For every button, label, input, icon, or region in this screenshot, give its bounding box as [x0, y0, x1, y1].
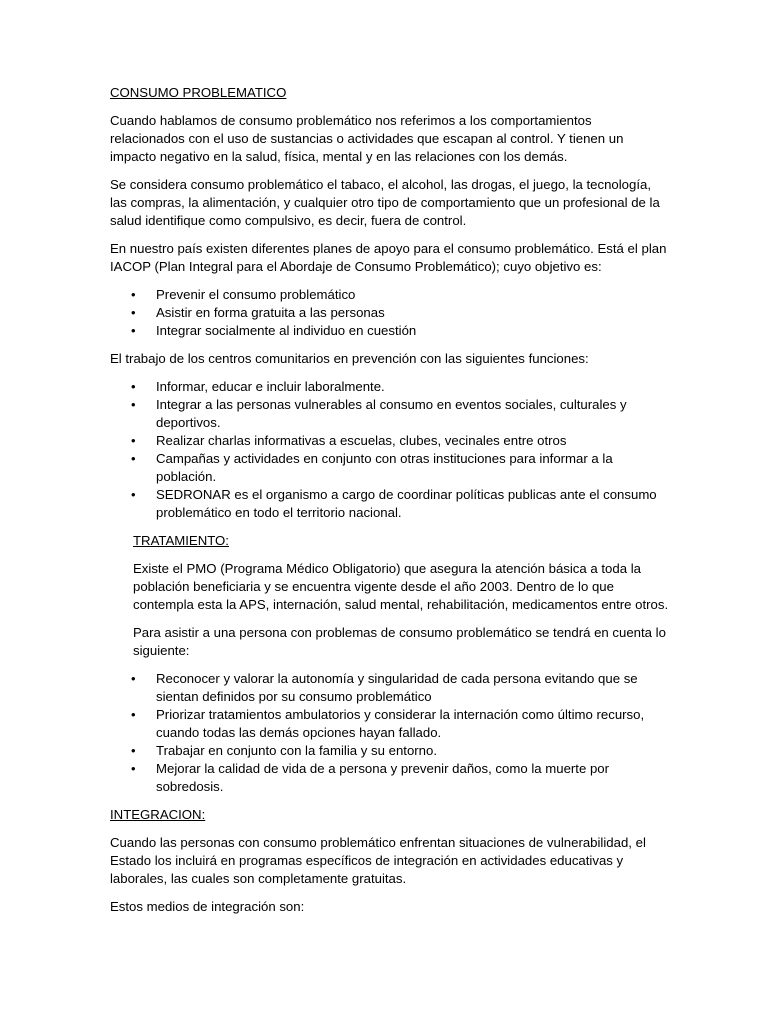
list-item: [110, 432, 670, 450]
bullet-icon: •: [131, 707, 136, 722]
list-item-text: Mejorar la calidad de vida de a persona y prevenir daños, como la muerte por sobredosis.: [156, 761, 610, 794]
list-item: [110, 286, 670, 304]
list-item-text: Integrar a las personas vulnerables al consumo en eventos sociales, culturales y deportivos.: [156, 397, 627, 430]
treatment-paragraph-1: Existe el PMO (Programa Médico Obligatorio) que asegura la atención básica a toda la población beneficiaria y se encuentra vigente desde el año 2003. Dentro de lo que contempla esta la APS, internación, salud mental, rehabilitación, medicamentos entre otros.: [133, 561, 669, 612]
bullet-icon: •: [131, 743, 136, 758]
bullet-icon: •: [131, 305, 136, 320]
bullet-icon: •: [131, 379, 136, 394]
treatment-list: [110, 670, 670, 796]
treatment-paragraph-2: Para asistir a una persona con problemas de consumo problemático se tendrá en cuenta lo siguiente:: [133, 625, 666, 658]
bullet-icon: •: [131, 397, 136, 412]
functions-list: [110, 378, 670, 522]
list-item-text: Prevenir el consumo problemático: [156, 287, 356, 302]
list-item: [110, 742, 670, 760]
bullet-icon: •: [131, 433, 136, 448]
list-item: [110, 760, 670, 796]
bullet-icon: •: [131, 323, 136, 338]
list-item: [110, 378, 670, 396]
document-body: [110, 84, 670, 926]
list-item: [110, 450, 670, 486]
treatment-section: [133, 532, 670, 660]
list-item: [110, 304, 670, 322]
list-item-text: Priorizar tratamientos ambulatorios y considerar la internación como último recurso, cuando todas las demás opciones hayan fallado.: [156, 707, 645, 740]
intro-paragraph-3: En nuestro país existen diferentes planes de apoyo para el consumo problemático. Está el plan IACOP (Plan Integral para el Abordaje de Consumo Problemático); cuyo objetivo es:: [110, 241, 667, 274]
list-item-text: Trabajar en conjunto con la familia y su entorno.: [156, 743, 438, 758]
list-item-text: Informar, educar e incluir laboralmente.: [156, 379, 385, 394]
bullet-icon: •: [131, 451, 136, 466]
list-item: [110, 396, 670, 432]
list-item: [110, 670, 670, 706]
intro-paragraph-2: Se considera consumo problemático el tabaco, el alcohol, las drogas, el juego, la tecnología, las compras, la alimentación, y cualquier otro tipo de comportamiento que un profesional de la salud identifique como compulsivo, es decir, fuera de control.: [110, 177, 660, 228]
list-item-text: Asistir en forma gratuita a las personas: [156, 305, 385, 320]
objectives-list: [110, 286, 670, 340]
bullet-icon: •: [131, 671, 136, 686]
integration-paragraph-1: Cuando las personas con consumo problemático enfrentan situaciones de vulnerabilidad, el Estado los incluirá en programas específicos de integración en actividades educativas y laborales, las cuales son completamente gratuitas.: [110, 835, 646, 886]
bullet-icon: •: [131, 287, 136, 302]
list-item-text: Integrar socialmente al individuo en cuestión: [156, 323, 417, 338]
integration-paragraph-2: Estos medios de integración son:: [110, 899, 305, 914]
treatment-heading: TRATAMIENTO:: [133, 533, 229, 548]
intro-paragraph-1: Cuando hablamos de consumo problemático nos referimos a los comportamientos relacionados con el uso de sustancias o actividades que escapan al control. Y tienen un impacto negativo en la salud, física, mental y en las relaciones con los demás.: [110, 113, 624, 164]
list-item: [110, 706, 670, 742]
bullet-icon: •: [131, 761, 136, 776]
list-item-text: SEDRONAR es el organismo a cargo de coordinar políticas publicas ante el consumo problemático en todo el territorio nacional.: [156, 487, 657, 520]
list-item-text: Realizar charlas informativas a escuelas, clubes, vecinales entre otros: [156, 433, 567, 448]
integration-heading: INTEGRACION:: [110, 807, 206, 822]
document-title: CONSUMO PROBLEMATICO: [110, 85, 287, 100]
list-item-text: Reconocer y valorar la autonomía y singularidad de cada persona evitando que se sientan definidos por su consumo problemático: [156, 671, 638, 704]
list-item-text: Campañas y actividades en conjunto con otras instituciones para informar a la población.: [156, 451, 613, 484]
bullet-icon: •: [131, 487, 136, 502]
list-item: [110, 486, 670, 522]
list-item: [110, 322, 670, 340]
centers-intro-paragraph: El trabajo de los centros comunitarios en prevención con las siguientes funciones:: [110, 351, 589, 366]
